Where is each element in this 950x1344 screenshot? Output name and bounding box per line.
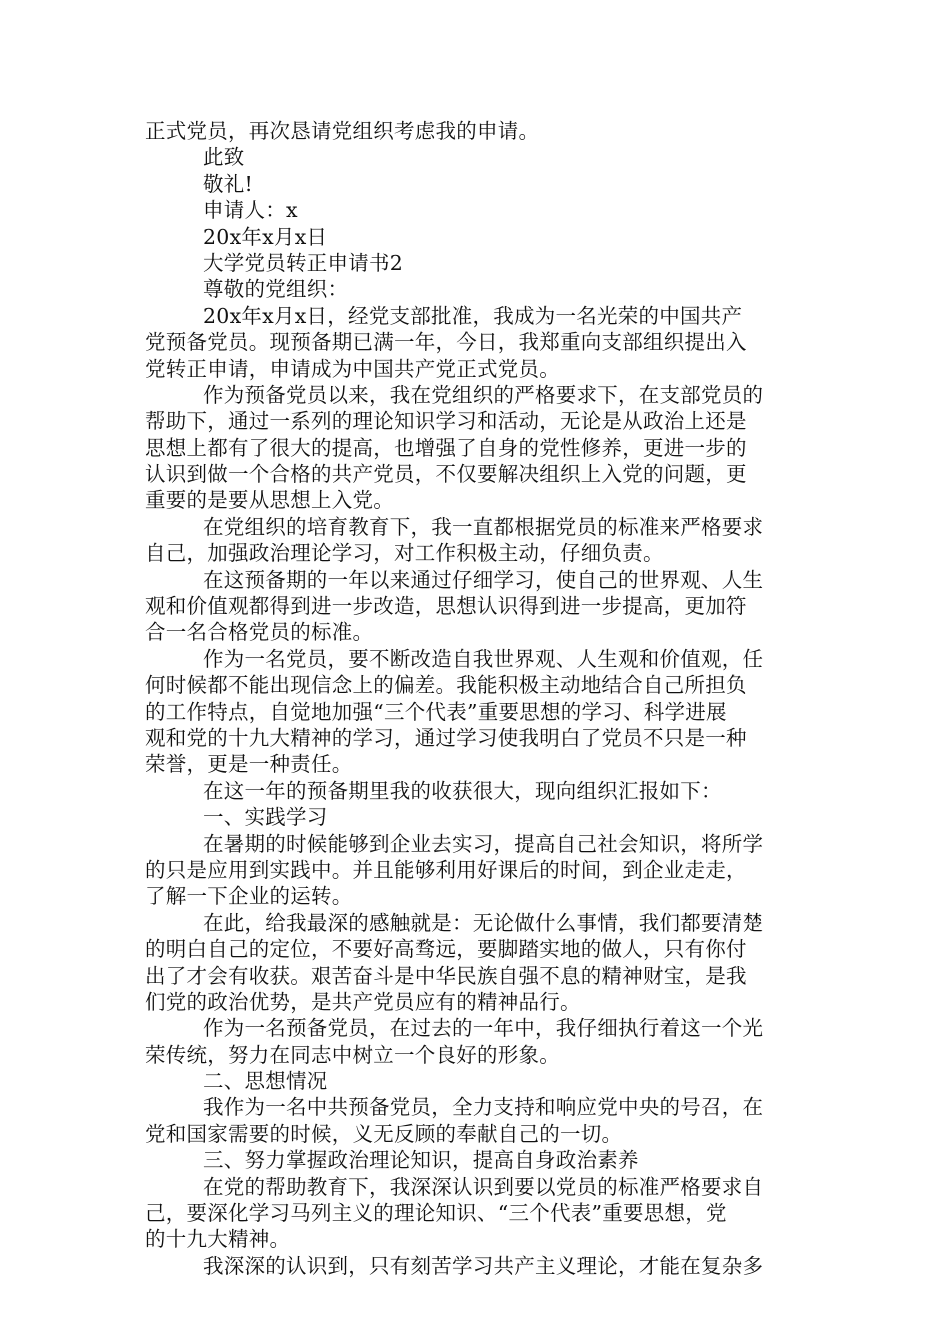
text-line: 20x年x月x日，经党支部批准，我成为一名光荣的中国共产 bbox=[203, 303, 743, 328]
text-line: 己，要深化学习马列主义的理论知识、“三个代表”重要思想，党 bbox=[145, 1201, 727, 1226]
text-line: 申请人：x bbox=[203, 198, 298, 223]
text-line: 党预备党员。现预备期已满一年，今日，我郑重向支部组织提出入 bbox=[145, 330, 747, 355]
text-line: 的明白自己的定位，不要好高骛远，要脚踏实地的做人，只有你付 bbox=[145, 937, 747, 962]
text-line: 观和价值观都得到进一步改造，思想认识得到进一步提高，更加符 bbox=[145, 594, 747, 619]
text-line: 正式党员，再次恳请党组织考虑我的申请。 bbox=[145, 119, 540, 143]
text-line: 们党的政治优势，是共产党员应有的精神品行。 bbox=[145, 989, 581, 1014]
text-line: 此致 bbox=[203, 145, 245, 170]
text-line: 大学党员转正申请书2 bbox=[203, 250, 404, 275]
text-line: 作为预备党员以来，我在党组织的严格要求下，在支部党员的 bbox=[203, 382, 764, 407]
text-line: 认识到做一个合格的共产党员，不仅要解决组织上入党的问题，更 bbox=[145, 462, 747, 487]
text-line: 的工作特点，自觉地加强“三个代表”重要思想的学习、科学进展 bbox=[145, 699, 727, 724]
text-line: 何时候都不能出现信念上的偏差。我能积极主动地结合自己所担负 bbox=[145, 673, 747, 698]
text-line: 重要的是要从思想上入党。 bbox=[145, 488, 394, 513]
text-line: 了解一下企业的运转。 bbox=[145, 884, 353, 909]
text-line: 在暑期的时候能够到企业去实习，提高自己社会知识，将所学 bbox=[203, 831, 764, 856]
text-line: 敬礼! bbox=[203, 171, 253, 196]
text-line: 思想上都有了很大的提高，也增强了自身的党性修养，更进一步的 bbox=[145, 435, 747, 460]
text-line: 的只是应用到实践中。并且能够利用好课后的时间，到企业走走， bbox=[145, 857, 747, 882]
text-line: 三、努力掌握政治理论知识，提高自身政治素养 bbox=[203, 1148, 639, 1173]
text-line: 在此，给我最深的感触就是：无论做什么事情，我们都要清楚 bbox=[203, 910, 764, 935]
text-line: 的十九大精神。 bbox=[145, 1227, 291, 1252]
text-line: 观和党的十九大精神的学习，通过学习使我明白了党员不只是一种 bbox=[145, 725, 747, 750]
text-line: 我深深的认识到，只有刻苦学习共产主义理论，才能在复杂多 bbox=[203, 1253, 764, 1278]
text-line: 出了才会有收获。艰苦奋斗是中华民族自强不息的精神财宝，是我 bbox=[145, 963, 747, 988]
text-line: 作为一名党员，要不断改造自我世界观、人生观和价值观，任 bbox=[203, 646, 764, 671]
text-line: 合一名合格党员的标准。 bbox=[145, 620, 374, 645]
text-line: 二、思想情况 bbox=[203, 1069, 328, 1094]
text-line: 帮助下，通过一系列的理论知识学习和活动，无论是从政治上还是 bbox=[145, 409, 747, 434]
text-line: 党转正申请，申请成为中国共产党正式党员。 bbox=[145, 356, 560, 381]
text-line: 在这预备期的一年以来通过仔细学习，使自己的世界观、人生 bbox=[203, 567, 764, 592]
text-line: 我作为一名中共预备党员，全力支持和响应党中央的号召，在 bbox=[203, 1095, 764, 1120]
text-line: 作为一名预备党员，在过去的一年中，我仔细执行着这一个光 bbox=[203, 1016, 764, 1041]
text-line: 党和国家需要的时候，义无反顾的奉献自己的一切。 bbox=[145, 1121, 623, 1146]
text-line: 在党的帮助教育下，我深深认识到要以党员的标准严格要求自 bbox=[203, 1174, 764, 1199]
text-line: 一、实践学习 bbox=[203, 805, 328, 830]
text-line: 自己，加强政治理论学习，对工作积极主动，仔细负责。 bbox=[145, 541, 664, 566]
text-line: 在党组织的培育教育下，我一直都根据党员的标准来严格要求 bbox=[203, 514, 764, 539]
text-line: 在这一年的预备期里我的收获很大，现向组织汇报如下： bbox=[203, 778, 722, 803]
text-line: 荣传统，努力在同志中树立一个良好的形象。 bbox=[145, 1042, 560, 1067]
document-body bbox=[145, 118, 807, 1279]
text-line: 尊敬的党组织： bbox=[203, 277, 349, 302]
text-line: 20x年x月x日 bbox=[203, 224, 328, 249]
text-line: 荣誉，更是一种责任。 bbox=[145, 752, 353, 777]
